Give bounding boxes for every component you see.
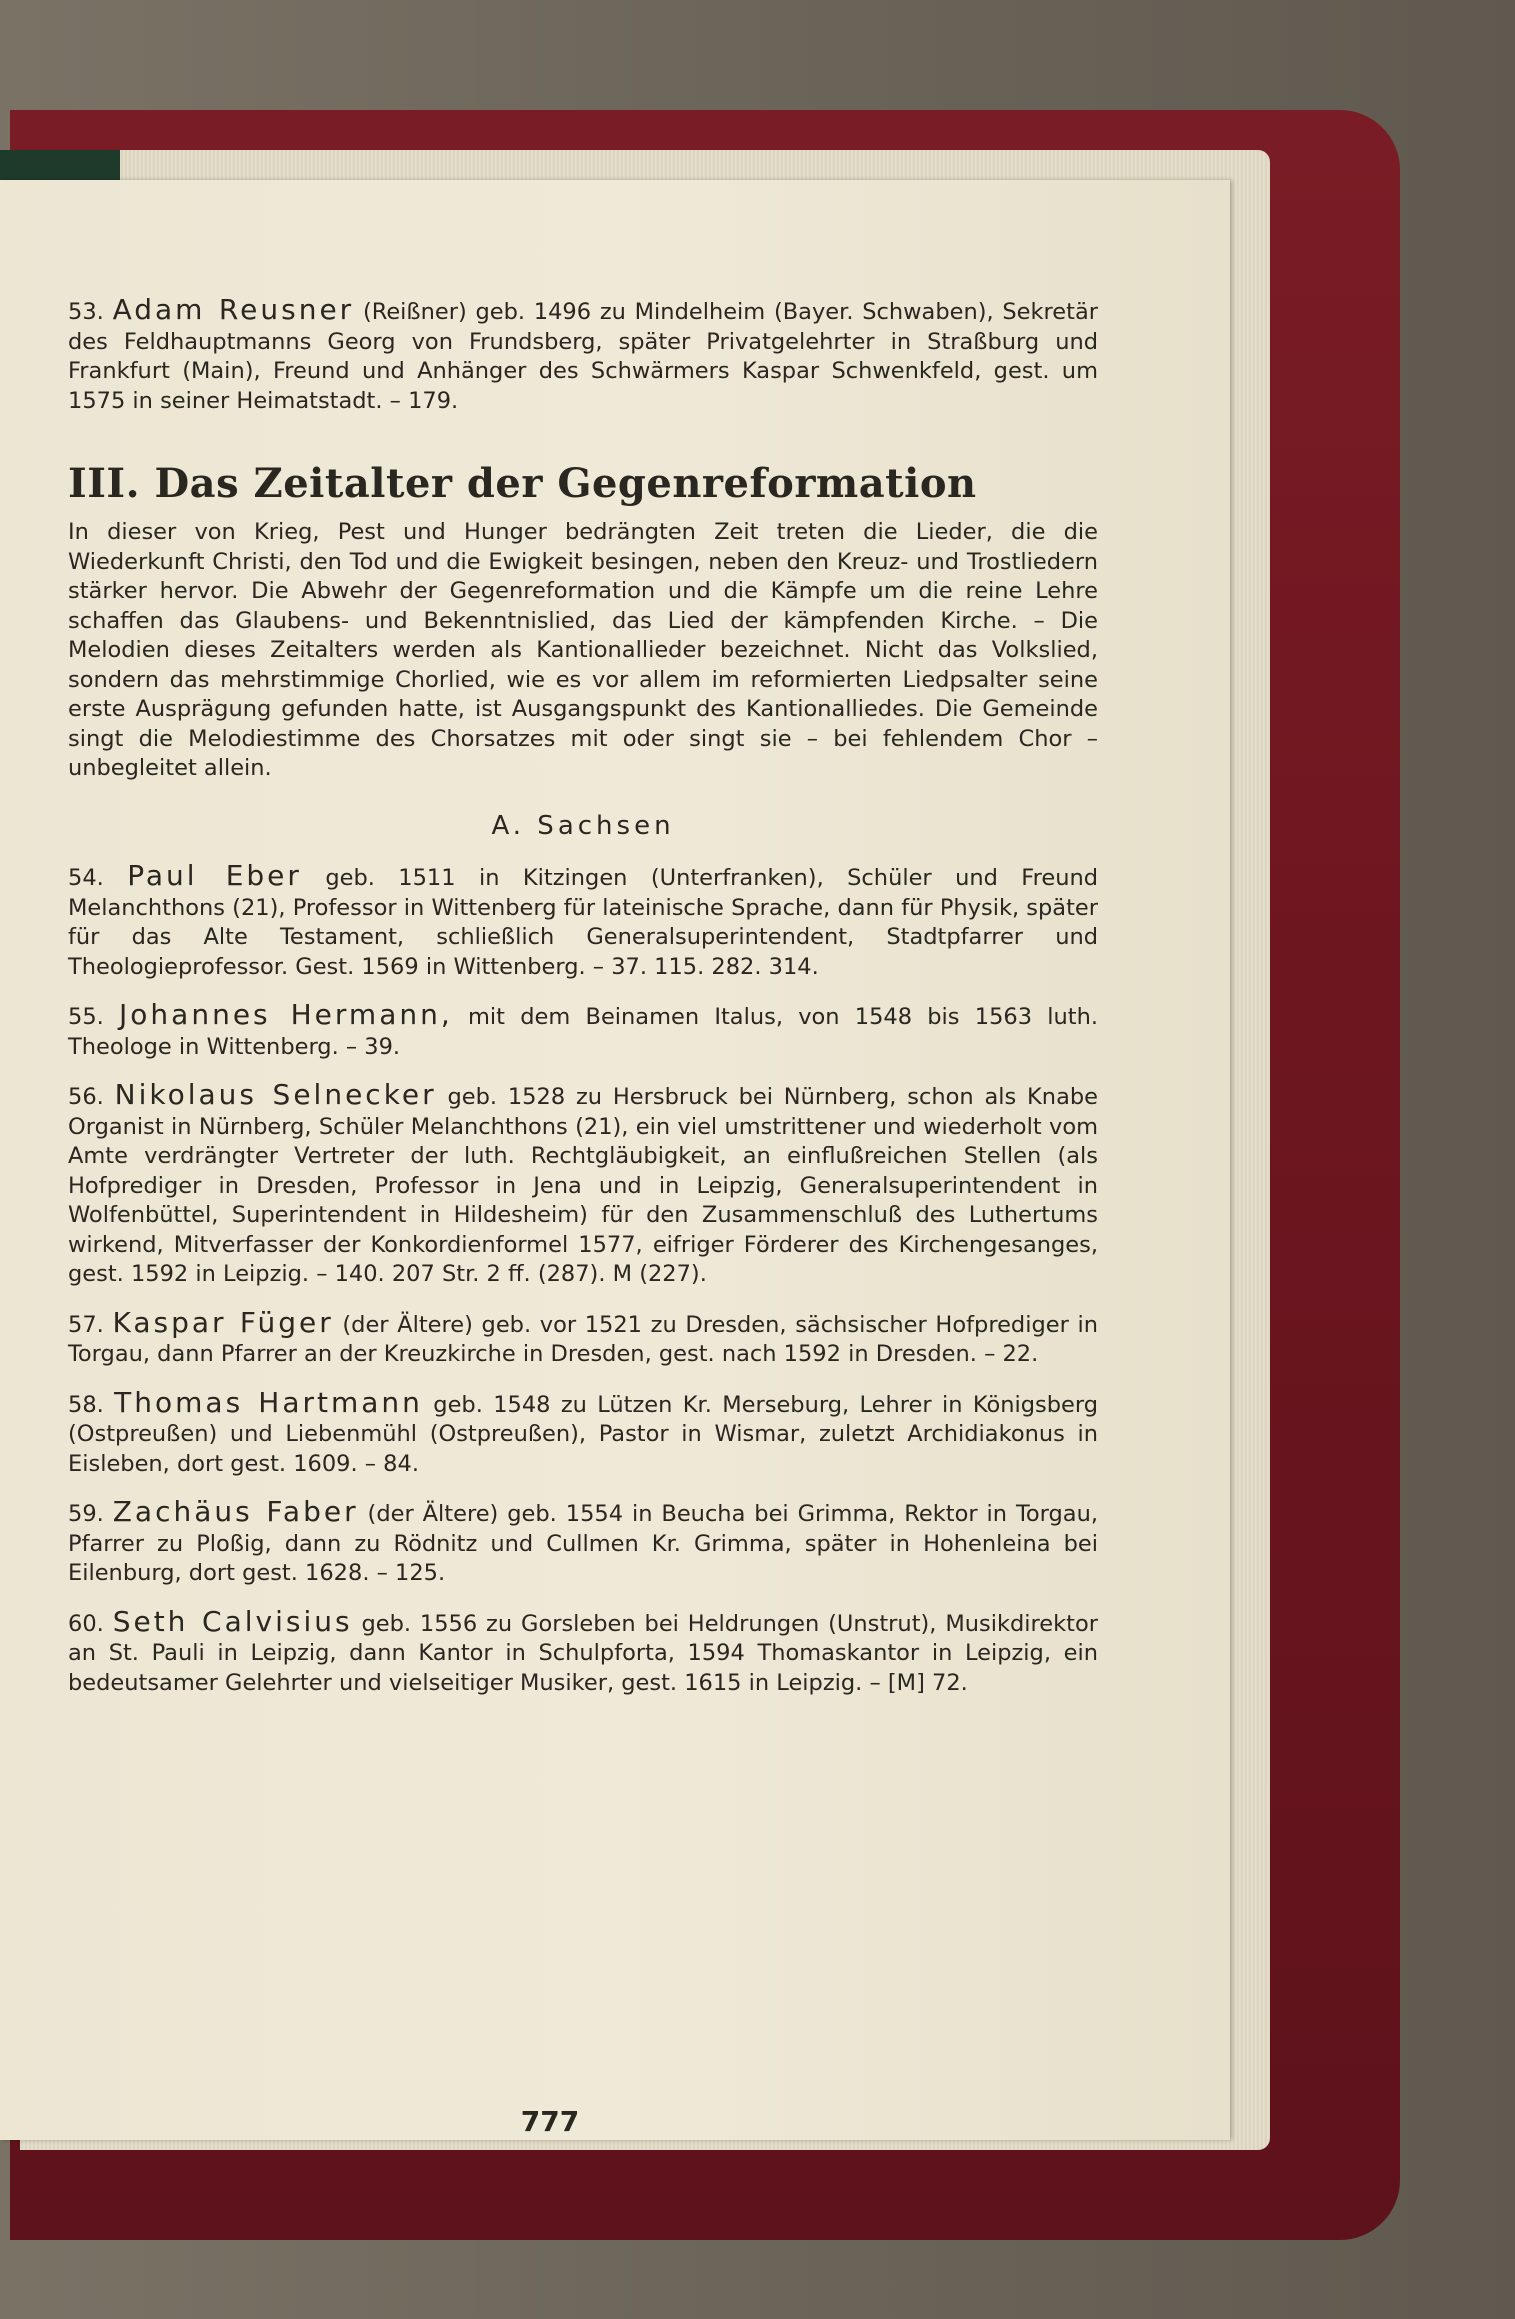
- entry-text: geb. 1548 zu Lützen Kr. Merseburg, Lehrer in Königsberg (Ostpreußen) und Liebenmühl (Ostpreußen), Pastor in Wismar, zuletzt Archidiakonus in Eisleben, dort gest. 1609. – 84.: [68, 1391, 1099, 1477]
- entry-53: [68, 295, 1098, 416]
- entry-name: Johannes Hermann,: [119, 998, 453, 1031]
- entry-number: 59.: [68, 1501, 104, 1527]
- entry-text: geb. 1511 in Kitzingen (Unterfranken), Schüler und Freund Melanchthons (21), Professor in Wittenberg für lateinische Sprache, dann für Physik, später für das Alte Testament, schließlich Generalsuperintendent, Stadtpfarrer und Theologieprofessor. Gest. 1569 in Wittenberg. – 37. 115. 282. 314.: [68, 865, 1099, 980]
- entry-name: Nikolaus Selnecker: [114, 1078, 437, 1111]
- entry-number: 57.: [68, 1311, 104, 1338]
- entry-text: (Reißner) geb. 1496 zu Mindelheim (Bayer. Schwaben), Sekretär des Feldhauptmanns Georg von Frundsberg, später Privatgelehrter in Straßburg und Frankfurt (Main), Freund und Anhänger des Schwärmers Kaspar Schwenkfeld, gest. um 1575 in seiner Heimatstadt. – 179.: [68, 299, 1099, 414]
- entry-text: (der Ältere) geb. 1554 in Beucha bei Grimma, Rektor in Torgau, Pfarrer zu Ploßig, dann zu Rödnitz und Cullmen Kr. Grimma, später in Hohenleina bei Eilenburg, dort gest. 1628. – 125.: [68, 1501, 1099, 1586]
- entry-text: geb. 1528 zu Hersbruck bei Nürnberg, schon als Knabe Organist in Nürnberg, Schüler Melanchthons (21), ein viel umstrittener und wiederholt vom Amte verdrängter Vertreter der luth. Rechtgläubigkeit, an einflußreichen Stellen (als Hofprediger in Dresden, Professor in Jena und in Leipzig, Generalsuperintendent in Wolfenbüttel, Superintendent in Hildesheim) für den Zusammenschluß des Luthertums wirkend, Mitverfasser der Konkordienformel 1577, eifriger Förderer des Kirchengesanges, gest. 1592 in Leipzig. – 140. 207 Str. 2 ff. (287). M (227).: [68, 1084, 1098, 1287]
- entry-name: Seth Calvisius: [112, 1604, 353, 1638]
- entry-number: 60.: [68, 1610, 104, 1637]
- entry-name: Adam Reusner: [112, 293, 355, 326]
- entry-number: 56.: [68, 1084, 104, 1110]
- entry-name: Zachäus Faber: [112, 1495, 359, 1528]
- entry-58: [68, 1385, 1099, 1480]
- entry-number: 58.: [68, 1391, 104, 1418]
- page-content: [68, 295, 1098, 1716]
- entry-number: 53.: [68, 299, 104, 325]
- entry-text: mit dem Beinamen Italus, von 1548 bis 1563 luth. Theologe in Wittenberg. – 39.: [68, 1004, 1099, 1060]
- entry-name: Thomas Hartmann: [114, 1385, 423, 1419]
- section-paragraph: In dieser von Krieg, Pest und Hunger bedrängten Zeit treten die Lieder, die die Wiederkunft Christi, den Tod und die Ewigkeit besingen, neben den Kreuz- und Trostliedern stärker hervor. Die Abwehr der Gegenreformation und die Kämpfe um die reine Lehre schaffen das Glaubens- und Bekenntnislied, das Lied der kämpfenden Kirche. – Die Melodien dieses Zeitalters werden als Kantionallieder bezeichnet. Nicht das Volkslied, sondern das mehrstimmige Chorlied, wie es vor allem im reformierten Liedpsalter seine erste Ausprägung gefunden hatte, ist Ausgangspunkt des Kantionalliedes. Die Gemeinde singt die Melodiestimme des Chorsatzes mit oder singt sie – bei fehlendem Chor – unbegleitet allein.: [68, 519, 1098, 781]
- entry-name: Paul Eber: [127, 859, 302, 892]
- entry-57: [68, 1305, 1098, 1370]
- book-page: [0, 180, 1230, 2140]
- entry-54: [68, 861, 1098, 982]
- entry-name: Kaspar Füger: [112, 1305, 334, 1339]
- entry-text: geb. 1556 zu Gorsleben bei Heldrungen (Unstrut), Musikdirektor an St. Pauli in Leipzig, dann Kantor in Schulpforta, 1594 Thomaskantor in Leipzig, ein bedeutsamer Gelehrter und vielseitiger Musiker, gest. 1615 in Leipzig. – [M] 72.: [68, 1610, 1098, 1696]
- entry-text: (der Ältere) geb. vor 1521 zu Dresden, sächsischer Hofprediger in Torgau, dann Pfarrer an der Kreuzkirche in Dresden, gest. nach 1592 in Dresden. – 22.: [68, 1311, 1098, 1367]
- subsection-heading: A. Sachsen: [491, 810, 675, 841]
- entry-number: 54.: [68, 865, 104, 891]
- ribbon-band: [0, 150, 120, 180]
- section-heading: III. Das Zeitalter der Gegenreformation: [68, 460, 977, 507]
- page-number: 777: [520, 2105, 580, 2138]
- entry-55: [68, 1000, 1098, 1062]
- entry-59: [68, 1497, 1098, 1589]
- entry-56: [68, 1080, 1098, 1290]
- entry-60: [68, 1604, 1098, 1699]
- entry-number: 55.: [68, 1004, 104, 1030]
